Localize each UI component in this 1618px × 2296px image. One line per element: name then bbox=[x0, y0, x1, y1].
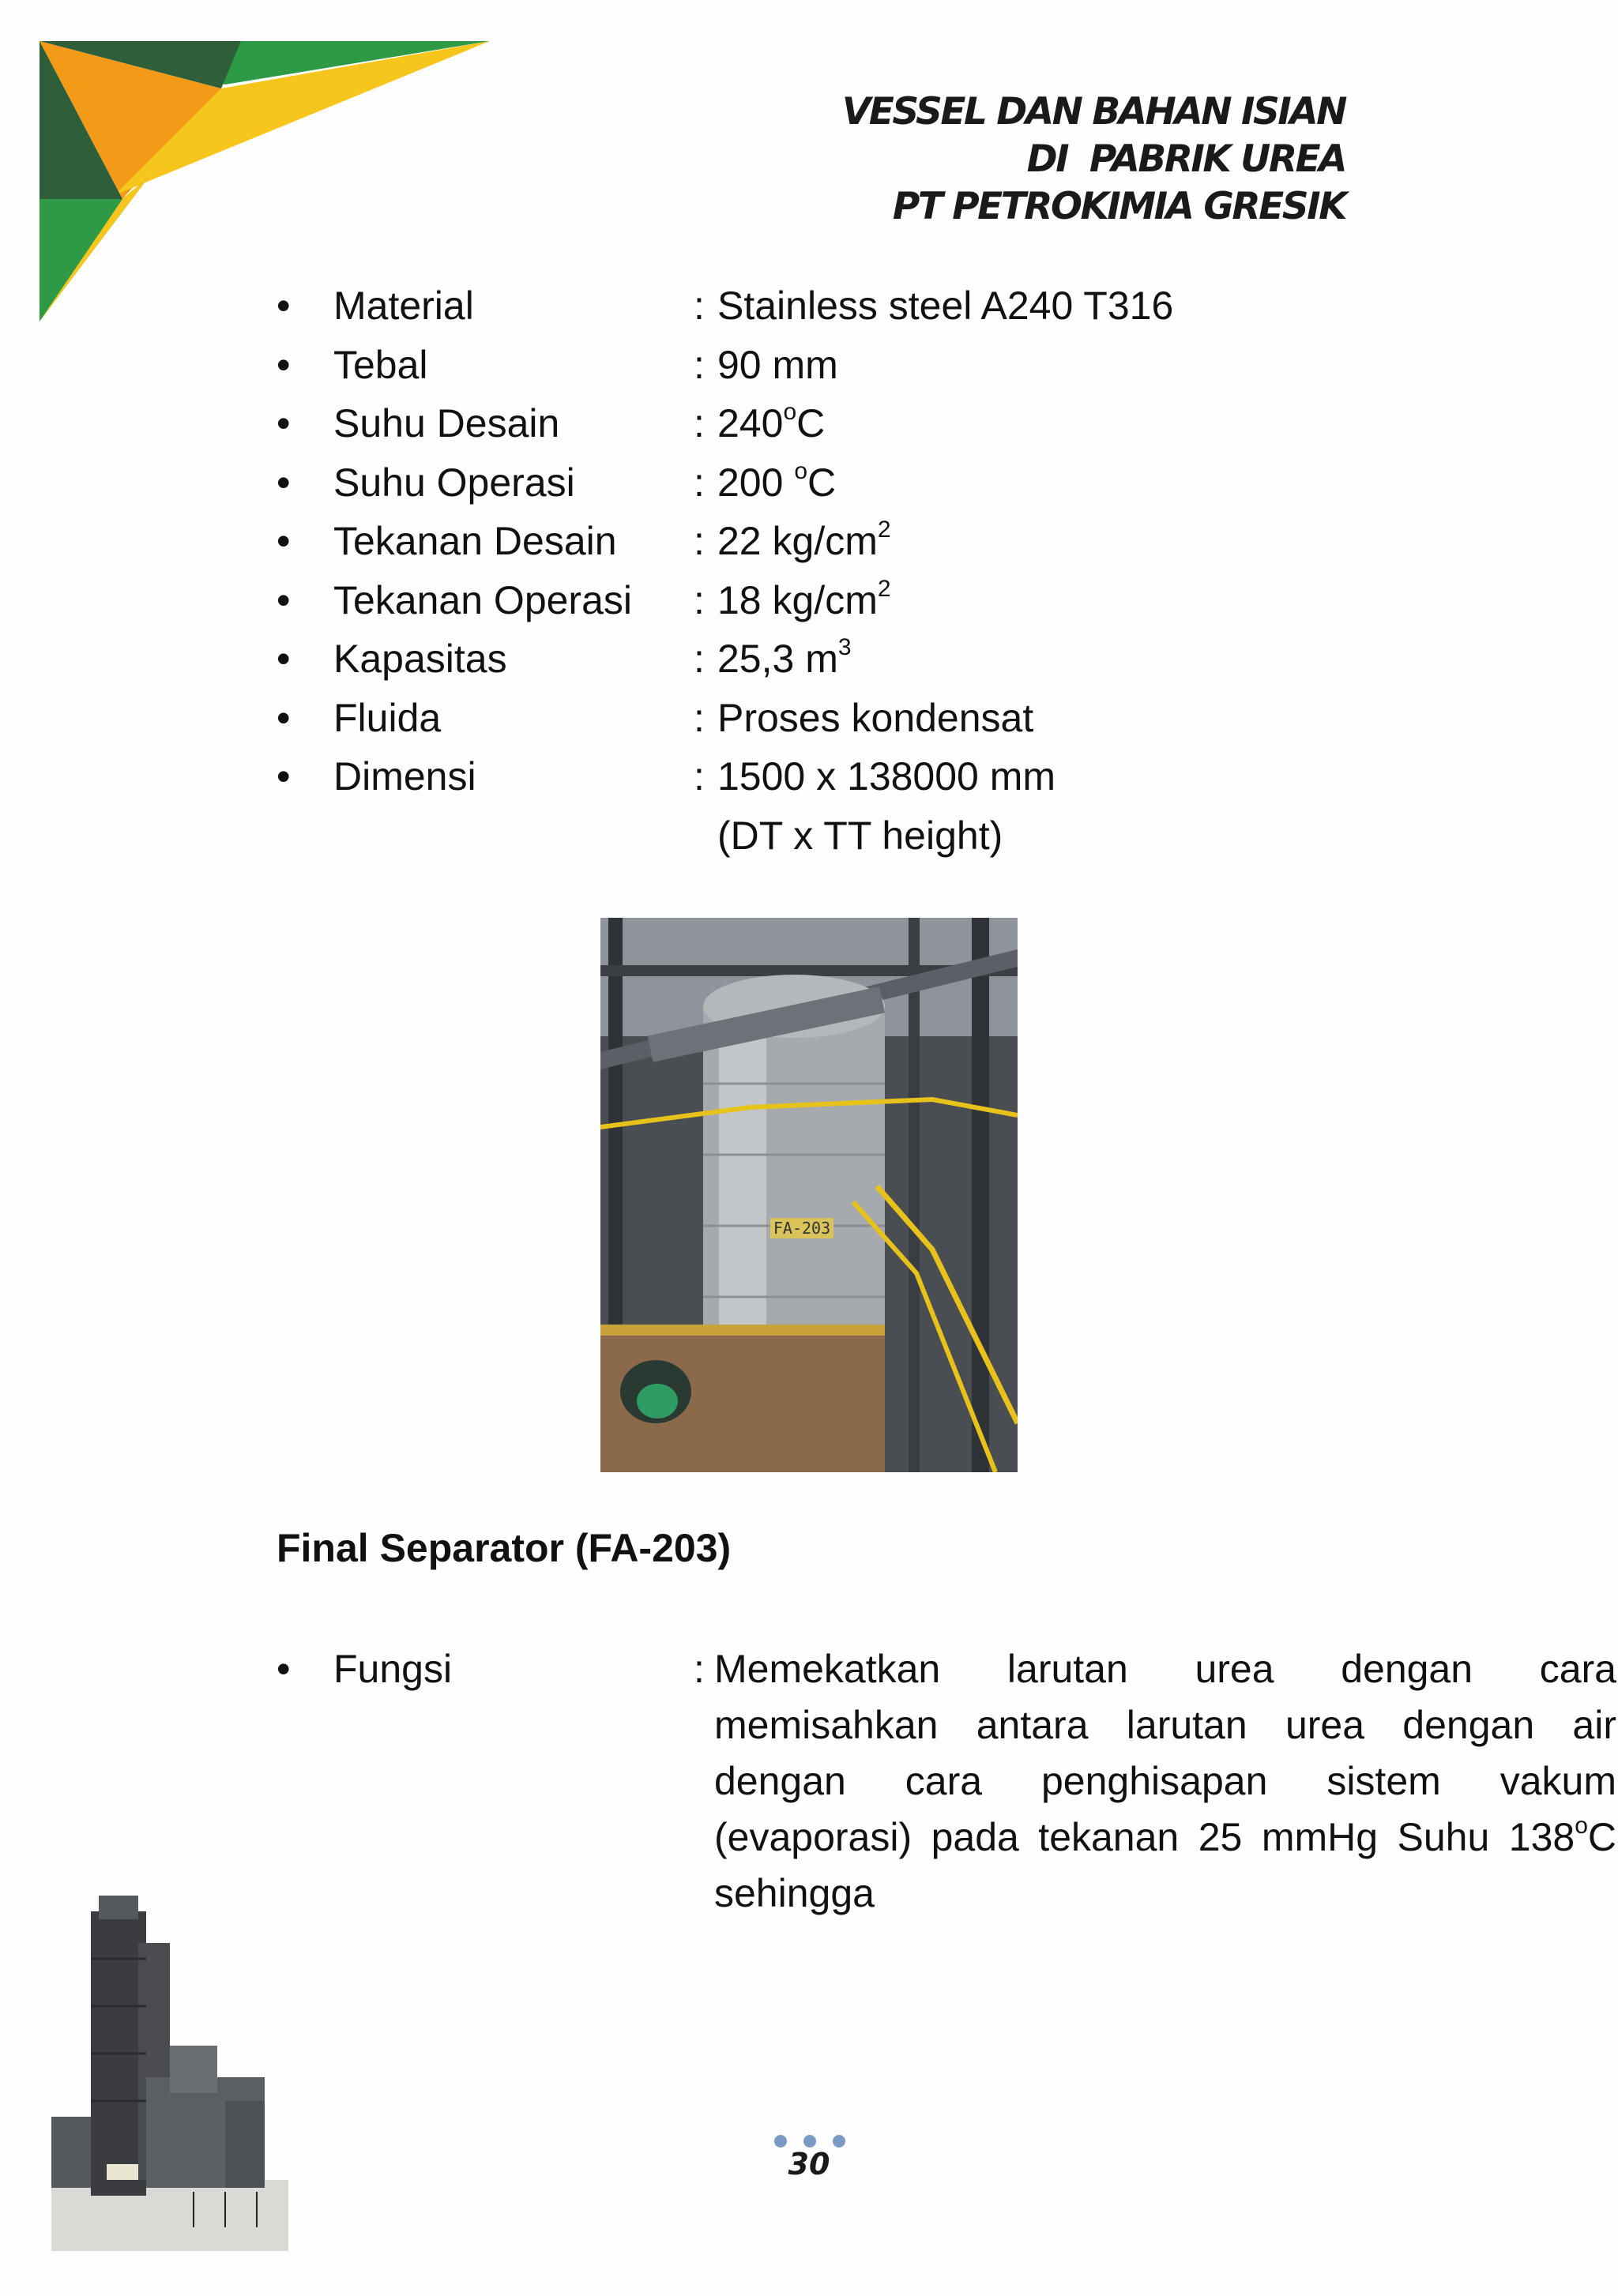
vessel-photo bbox=[600, 918, 1018, 1472]
header-line-3: PT PETROKIMIA GRESIK bbox=[892, 185, 1345, 228]
spec-row-fluida bbox=[277, 689, 1383, 748]
spec-colon: : bbox=[694, 754, 705, 799]
spec-label: Suhu Desain bbox=[333, 401, 560, 445]
spec-row-dimensi-continuation bbox=[277, 806, 1383, 866]
spec-label: Kapasitas bbox=[333, 637, 507, 681]
spec-label: Suhu Operasi bbox=[333, 460, 575, 505]
bullet-icon: • bbox=[277, 695, 291, 740]
header-line-2: DI PABRIK UREA bbox=[1026, 137, 1345, 181]
spec-list bbox=[277, 276, 1383, 865]
vessel-plate-text: FA-203 bbox=[773, 1219, 831, 1238]
spec-value-continuation: (DT x TT height) bbox=[717, 813, 1003, 858]
spec-row-tebal bbox=[277, 336, 1383, 395]
bullet-icon: • bbox=[277, 460, 291, 505]
spec-value: 200 $^o$C bbox=[717, 457, 837, 505]
spec-colon: : bbox=[694, 1647, 705, 1691]
spec-label: Tekanan Operasi bbox=[333, 577, 633, 622]
spec-value: Stainless steel A240 T316 bbox=[717, 284, 1174, 328]
spec-label: Dimensi bbox=[333, 754, 476, 799]
spec-colon: : bbox=[694, 637, 705, 681]
spec-label: Fungsi bbox=[333, 1647, 453, 1691]
spec-row-dimensi bbox=[277, 747, 1383, 806]
spec-value: 1500 x 138000 mm bbox=[717, 754, 1056, 799]
spec-row-suhu-operasi bbox=[277, 453, 1383, 513]
bullet-icon: • bbox=[277, 637, 291, 681]
fungsi-description: Memekatkan larutan urea dengan cara memisahkan antara larutan urea dengan air dengan cara penghisapan sistem vakum (evaporasi) pada tekanan 25 mmHg Suhu 138$^o$C sehingga bbox=[714, 1647, 1616, 1915]
spec-row-tekanan-desain bbox=[277, 512, 1383, 571]
spec-value: 90 mm bbox=[717, 342, 838, 387]
bullet-icon: • bbox=[277, 754, 291, 799]
spec-value: 18 $kg/cm^2$ bbox=[717, 575, 891, 622]
spec-colon: : bbox=[694, 695, 705, 740]
spec-colon: : bbox=[694, 401, 705, 445]
spec-colon: : bbox=[694, 284, 705, 328]
spec-value: 240$^o$C bbox=[717, 399, 826, 445]
bullet-icon: • bbox=[277, 401, 291, 445]
spec-label: Material bbox=[333, 284, 474, 328]
header-line-1: VESSEL DAN BAHAN ISIAN bbox=[841, 90, 1345, 133]
bullet-icon: • bbox=[277, 519, 291, 563]
spec-colon: : bbox=[694, 519, 705, 563]
factory-photo bbox=[51, 1880, 288, 2251]
section-title: Final Separator (FA-203) bbox=[277, 1526, 732, 1570]
spec-value: Proses kondensat bbox=[717, 695, 1034, 740]
bullet-icon: • bbox=[277, 284, 291, 328]
spec-colon: : bbox=[694, 577, 705, 622]
bullet-icon: • bbox=[277, 1647, 291, 1691]
spec-label: Tebal bbox=[333, 342, 428, 387]
spec-colon: : bbox=[694, 460, 705, 505]
spec-value: 25,3 $m^3$ bbox=[717, 634, 852, 681]
spec-value: 22 $kg/cm^2$ bbox=[717, 517, 891, 563]
page-number: 30 bbox=[788, 2147, 830, 2181]
spec-colon: : bbox=[694, 342, 705, 387]
document-header bbox=[842, 88, 1345, 231]
bullet-icon: • bbox=[277, 342, 291, 387]
bullet-icon: • bbox=[277, 577, 291, 622]
spec-row-tekanan-operasi bbox=[277, 571, 1383, 630]
spec-row-suhu-desain bbox=[277, 394, 1383, 453]
spec-label: Tekanan Desain bbox=[333, 519, 617, 563]
spec-row-kapasitas bbox=[277, 629, 1383, 689]
spec-row-material bbox=[277, 276, 1383, 336]
spec-label: Fluida bbox=[333, 695, 442, 740]
